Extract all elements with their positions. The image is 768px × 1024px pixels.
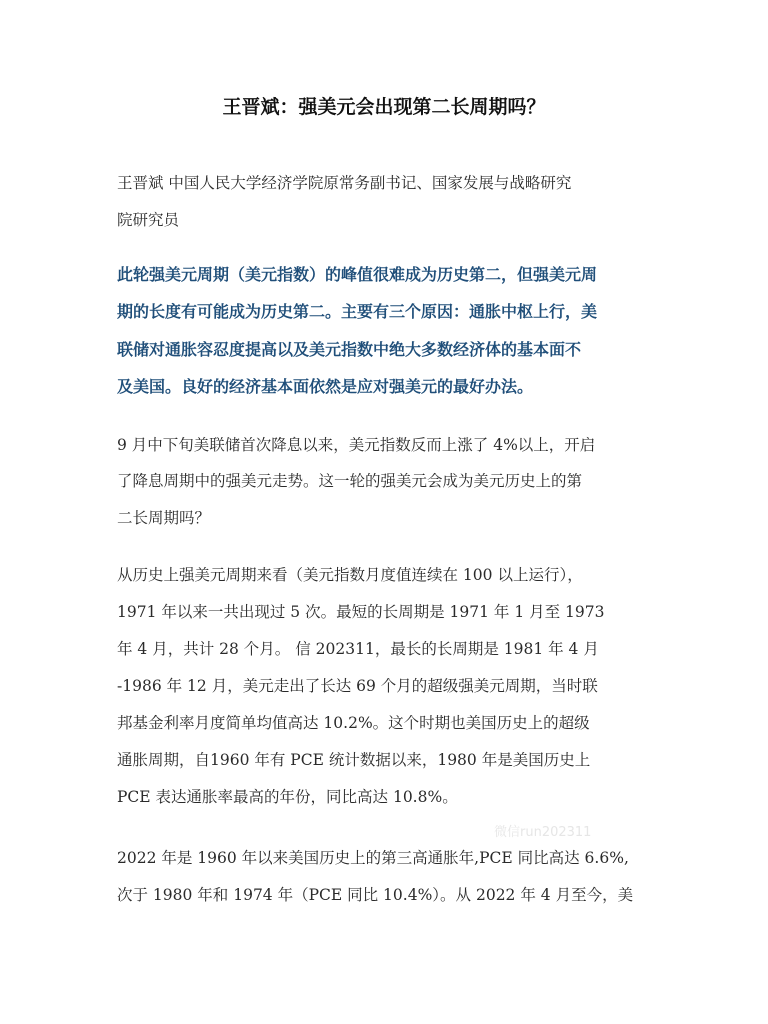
author-line-2: 院研究员 [117,211,180,229]
paragraph2-line-3: 年 4 月，共计 28 个月。 信 202311，最长的长周期是 1981 年 4 月 [117,640,599,658]
paragraph3-line-1: 2022 年是 1960 年以来美国历史上的第三高通胀年,PCE 同比高达 6.6%, [117,849,629,867]
abstract-line-4: 及美国。良好的经济基本面依然是应对强美元的最好办法。 [117,377,534,396]
paragraph3-line-2: 次于 1980 年和 1974 年（PCE 同比 10.4%）。从 2022 年 4 月至今，美 [117,886,634,904]
abstract-line-3: 联储对通胀容忍度提高以及美元指数中绝大多数经济体的基本面不 [117,340,582,359]
paragraph2-line-5: 邦基金利率月度简单均值高达 10.2%。这个时期也美国历史上的超级 [117,714,590,732]
paragraph2-line-1: 从历史上强美元周期来看（美元指数月度值连续在 100 以上运行）， [117,566,583,584]
article-title: 王晋斌：强美元会出现第二长周期吗？ [222,96,546,118]
paragraph1-line-1: 9 月中下旬美联储首次降息以来，美元指数反而上涨了 4%以上，开启 [117,436,596,454]
watermark-text: 微信run202311 [494,825,592,840]
abstract-line-1: 此轮强美元周期（美元指数）的峰值很难成为历史第二，但强美元周 [117,265,598,284]
paragraph1-line-2: 了降息周期中的强美元走势。这一轮的强美元会成为美元历史上的第 [117,472,583,490]
abstract-line-2: 期的长度有可能成为历史第二。主要有三个原因：通胀中枢上行，美 [117,302,598,321]
paragraph2-line-6: 通胀周期，自1960 年有 PCE 统计数据以来，1980 年是美国历史上 [117,751,591,769]
paragraph2-line-2: 1971 年以来一共出现过 5 次。最短的长周期是 1971 年 1 月至 1973 [117,603,605,621]
paragraph1-line-3: 二长周期吗？ [117,509,211,527]
author-line-1: 王晋斌 中国人民大学经济学院原常务副书记、国家发展与战略研究 [117,174,572,192]
paragraph2-line-7: PCE 表达通胀率最高的年份，同比高达 10.8%。 [117,788,458,806]
paragraph2-line-4: -1986 年 12 月，美元走出了长达 69 个月的超级强美元周期，当时联 [117,677,598,695]
